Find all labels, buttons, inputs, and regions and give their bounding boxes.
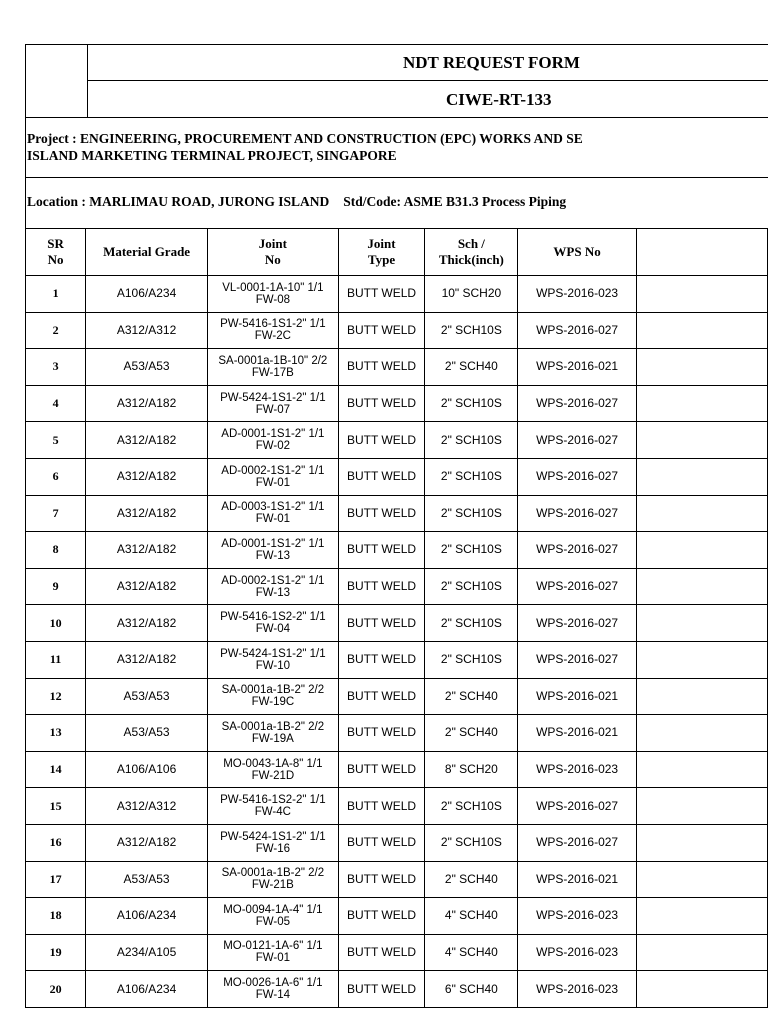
cell-wps-no: WPS-2016-023 — [518, 751, 636, 788]
header-divider-line — [87, 80, 768, 81]
cell-joint-no — [208, 568, 339, 605]
cell-joint-type: BUTT WELD — [338, 385, 425, 422]
joint-no-line-2: FW-13 — [255, 586, 291, 599]
frame-left-line — [25, 44, 26, 229]
table-row — [26, 824, 768, 861]
cell-material-grade: A53/A53 — [86, 678, 208, 715]
table-header-row — [26, 229, 768, 276]
cell-sr-no: 12 — [26, 678, 86, 715]
cell-wps-no: WPS-2016-027 — [518, 532, 636, 569]
cell-material-grade: A312/A312 — [86, 788, 208, 825]
table-row — [26, 641, 768, 678]
table-row — [26, 458, 768, 495]
cell-wps-no: WPS-2016-027 — [518, 568, 636, 605]
joint-no-line-1: PW-5416-1S2-2" 1/1 — [220, 611, 326, 624]
table-row — [26, 532, 768, 569]
cell-joint-no — [208, 824, 339, 861]
location-line — [27, 194, 566, 210]
joint-no-line-2: FW-19A — [251, 732, 294, 745]
cell-joint-type: BUTT WELD — [338, 605, 425, 642]
cell-joint-no — [208, 458, 339, 495]
cell-sr-no: 2 — [26, 312, 86, 349]
cell-overflow-column — [636, 349, 767, 386]
form-title: NDT REQUEST FORM — [403, 53, 580, 72]
joint-no-line-2: FW-17B — [251, 366, 294, 379]
cell-sch-thick: 2" SCH10S — [425, 312, 518, 349]
cell-sr-no: 14 — [26, 751, 86, 788]
cell-overflow-column — [636, 458, 767, 495]
table-row — [26, 276, 768, 313]
cell-sch-thick: 2" SCH10S — [425, 788, 518, 825]
cell-overflow-column — [636, 898, 767, 935]
header-overflow-column — [636, 229, 767, 276]
header-bottom-line — [25, 117, 768, 118]
table-row — [26, 934, 768, 971]
cell-sch-thick: 2" SCH10S — [425, 532, 518, 569]
cell-wps-no: WPS-2016-027 — [518, 824, 636, 861]
cell-sch-thick: 4" SCH40 — [425, 934, 518, 971]
table-row — [26, 788, 768, 825]
cell-overflow-column — [636, 385, 767, 422]
header-joint-no: Joint No — [208, 229, 339, 276]
joint-no-line-2: FW-13 — [255, 549, 291, 562]
cell-sr-no: 18 — [26, 898, 86, 935]
project-description — [27, 130, 583, 164]
cell-sch-thick: 2" SCH10S — [425, 422, 518, 459]
table-row — [26, 422, 768, 459]
joint-no-line-2: FW-21D — [251, 769, 295, 782]
cell-material-grade: A312/A182 — [86, 824, 208, 861]
joint-no-line-1: MO-0026-1A-6" 1/1 — [223, 977, 323, 990]
cell-sch-thick: 2" SCH10S — [425, 824, 518, 861]
joint-no-line-2: FW-08 — [255, 293, 291, 306]
joint-no-line-1: MO-0121-1A-6" 1/1 — [223, 940, 323, 953]
joint-no-line-2: FW-07 — [255, 403, 291, 416]
cell-wps-no: WPS-2016-027 — [518, 788, 636, 825]
cell-joint-no — [208, 751, 339, 788]
cell-joint-type: BUTT WELD — [338, 678, 425, 715]
cell-material-grade: A53/A53 — [86, 349, 208, 386]
cell-wps-no: WPS-2016-027 — [518, 422, 636, 459]
cell-sch-thick: 2" SCH40 — [425, 861, 518, 898]
cell-overflow-column — [636, 861, 767, 898]
location-text: Location : MARLIMAU ROAD, JURONG ISLAND — [27, 194, 330, 209]
joint-no-line-1: PW-5424-1S1-2" 1/1 — [220, 391, 326, 404]
header-joint-type: Joint Type — [338, 229, 425, 276]
cell-wps-no: WPS-2016-023 — [518, 971, 636, 1008]
cell-overflow-column — [636, 715, 767, 752]
cell-joint-no — [208, 276, 339, 313]
cell-sch-thick: 2" SCH10S — [425, 641, 518, 678]
joint-no-line-1: AD-0001-1S1-2" 1/1 — [221, 537, 325, 550]
cell-joint-type: BUTT WELD — [338, 861, 425, 898]
cell-joint-no — [208, 422, 339, 459]
cell-sch-thick: 2" SCH10S — [425, 495, 518, 532]
cell-wps-no: WPS-2016-021 — [518, 678, 636, 715]
cell-sr-no: 20 — [26, 971, 86, 1008]
cell-material-grade: A53/A53 — [86, 861, 208, 898]
cell-overflow-column — [636, 678, 767, 715]
cell-material-grade: A106/A234 — [86, 971, 208, 1008]
cell-joint-no — [208, 495, 339, 532]
cell-wps-no: WPS-2016-021 — [518, 861, 636, 898]
cell-sr-no: 1 — [26, 276, 86, 313]
cell-joint-type: BUTT WELD — [338, 788, 425, 825]
joint-no-line-1: AD-0001-1S1-2" 1/1 — [221, 428, 325, 441]
cell-joint-no — [208, 971, 339, 1008]
cell-overflow-column — [636, 605, 767, 642]
std-code: Std/Code: ASME B31.3 Process Piping — [343, 194, 567, 209]
form-sheet-inner — [25, 44, 768, 1020]
cell-sr-no: 15 — [26, 788, 86, 825]
cell-sr-no: 17 — [26, 861, 86, 898]
cell-wps-no: WPS-2016-027 — [518, 458, 636, 495]
logo-box-right-line — [87, 44, 88, 118]
cell-joint-type: BUTT WELD — [338, 458, 425, 495]
joint-no-line-2: FW-16 — [255, 842, 291, 855]
joint-no-line-1: MO-0094-1A-4" 1/1 — [223, 903, 323, 916]
cell-material-grade: A312/A182 — [86, 495, 208, 532]
joint-no-line-2: FW-4C — [254, 806, 291, 819]
cell-joint-type: BUTT WELD — [338, 898, 425, 935]
cell-wps-no: WPS-2016-023 — [518, 898, 636, 935]
cell-joint-no — [208, 678, 339, 715]
cell-wps-no: WPS-2016-021 — [518, 349, 636, 386]
cell-material-grade: A106/A234 — [86, 898, 208, 935]
project-bottom-line — [25, 177, 768, 178]
cell-joint-no — [208, 641, 339, 678]
joint-no-line-1: PW-5424-1S1-2" 1/1 — [220, 830, 326, 843]
cell-material-grade: A312/A182 — [86, 568, 208, 605]
joint-no-line-1: PW-5424-1S1-2" 1/1 — [220, 647, 326, 660]
cell-joint-type: BUTT WELD — [338, 715, 425, 752]
table-row — [26, 971, 768, 1008]
cell-sr-no: 5 — [26, 422, 86, 459]
cell-joint-type: BUTT WELD — [338, 422, 425, 459]
cell-sch-thick: 8" SCH20 — [425, 751, 518, 788]
cell-sch-thick: 2" SCH10S — [425, 568, 518, 605]
joint-no-line-2: FW-2C — [254, 330, 291, 343]
cell-joint-no — [208, 788, 339, 825]
cell-material-grade: A106/A234 — [86, 276, 208, 313]
table-row — [26, 678, 768, 715]
cell-joint-no — [208, 349, 339, 386]
joint-no-line-1: PW-5416-1S2-2" 1/1 — [220, 794, 326, 807]
cell-sch-thick: 2" SCH40 — [425, 349, 518, 386]
cell-joint-no — [208, 898, 339, 935]
cell-sch-thick: 2" SCH10S — [425, 605, 518, 642]
joint-no-line-1: AD-0003-1S1-2" 1/1 — [221, 501, 325, 514]
cell-sr-no: 10 — [26, 605, 86, 642]
cell-joint-type: BUTT WELD — [338, 568, 425, 605]
cell-joint-no — [208, 605, 339, 642]
header-sch-thick: Sch / Thick(inch) — [425, 229, 518, 276]
form-code: CIWE-RT-133 — [446, 90, 552, 109]
cell-joint-type: BUTT WELD — [338, 312, 425, 349]
joint-no-line-2: FW-01 — [255, 513, 291, 526]
cell-sr-no: 3 — [26, 349, 86, 386]
joint-no-line-2: FW-02 — [255, 440, 291, 453]
cell-material-grade: A312/A182 — [86, 385, 208, 422]
cell-joint-type: BUTT WELD — [338, 495, 425, 532]
cell-sch-thick: 2" SCH10S — [425, 385, 518, 422]
cell-wps-no: WPS-2016-021 — [518, 715, 636, 752]
cell-sr-no: 6 — [26, 458, 86, 495]
table-row — [26, 385, 768, 422]
joint-no-line-1: SA-0001a-1B-2" 2/2 — [221, 684, 325, 697]
table-row — [26, 605, 768, 642]
ndt-joint-table — [25, 228, 768, 1008]
cell-sch-thick: 2" SCH10S — [425, 458, 518, 495]
joint-no-line-1: PW-5416-1S1-2" 1/1 — [220, 318, 326, 331]
cell-sr-no: 7 — [26, 495, 86, 532]
cell-material-grade: A312/A182 — [86, 422, 208, 459]
cell-sr-no: 8 — [26, 532, 86, 569]
cell-joint-type: BUTT WELD — [338, 824, 425, 861]
cell-wps-no: WPS-2016-023 — [518, 934, 636, 971]
cell-sch-thick: 6" SCH40 — [425, 971, 518, 1008]
cell-joint-no — [208, 532, 339, 569]
joint-no-line-1: SA-0001a-1B-10" 2/2 — [218, 354, 328, 367]
cell-wps-no: WPS-2016-027 — [518, 385, 636, 422]
cell-joint-no — [208, 715, 339, 752]
cell-material-grade: A312/A182 — [86, 458, 208, 495]
cell-wps-no: WPS-2016-027 — [518, 312, 636, 349]
cell-sr-no: 11 — [26, 641, 86, 678]
cell-sr-no: 4 — [26, 385, 86, 422]
cell-joint-type: BUTT WELD — [338, 641, 425, 678]
table-row — [26, 495, 768, 532]
cell-overflow-column — [636, 971, 767, 1008]
cell-sr-no: 13 — [26, 715, 86, 752]
project-line-2: ISLAND MARKETING TERMINAL PROJECT, SINGAPORE — [27, 148, 397, 163]
form-sheet — [25, 44, 768, 1020]
cell-sr-no: 9 — [26, 568, 86, 605]
cell-overflow-column — [636, 824, 767, 861]
table-row — [26, 715, 768, 752]
cell-sr-no: 16 — [26, 824, 86, 861]
joint-no-line-2: FW-21B — [251, 879, 294, 892]
cell-sch-thick: 10" SCH20 — [425, 276, 518, 313]
cell-overflow-column — [636, 532, 767, 569]
cell-overflow-column — [636, 751, 767, 788]
cell-material-grade: A106/A106 — [86, 751, 208, 788]
cell-wps-no: WPS-2016-027 — [518, 641, 636, 678]
joint-no-line-2: FW-14 — [255, 989, 291, 1002]
cell-joint-type: BUTT WELD — [338, 276, 425, 313]
joint-no-line-1: MO-0043-1A-8" 1/1 — [223, 757, 323, 770]
table-row — [26, 568, 768, 605]
joint-no-line-2: FW-01 — [255, 476, 291, 489]
header-material-grade: Material Grade — [86, 229, 208, 276]
joint-no-line-2: FW-19C — [251, 696, 295, 709]
cell-wps-no: WPS-2016-027 — [518, 605, 636, 642]
cell-joint-type: BUTT WELD — [338, 751, 425, 788]
cell-joint-no — [208, 312, 339, 349]
cell-wps-no: WPS-2016-027 — [518, 495, 636, 532]
cell-material-grade: A312/A182 — [86, 605, 208, 642]
joint-no-line-1: SA-0001a-1B-2" 2/2 — [221, 867, 325, 880]
project-line-1: Project : ENGINEERING, PROCUREMENT AND CONSTRUCTION (EPC) WORKS AND SE — [27, 131, 583, 146]
frame-top-line — [25, 44, 768, 45]
joint-no-line-2: FW-04 — [255, 623, 291, 636]
cell-sr-no: 19 — [26, 934, 86, 971]
table-row — [26, 898, 768, 935]
joint-no-line-1: VL-0001-1A-10" 1/1 — [222, 281, 324, 294]
table-row — [26, 751, 768, 788]
table-row — [26, 861, 768, 898]
cell-material-grade: A312/A312 — [86, 312, 208, 349]
table-row — [26, 312, 768, 349]
cell-wps-no: WPS-2016-023 — [518, 276, 636, 313]
cell-material-grade: A53/A53 — [86, 715, 208, 752]
joint-no-line-1: AD-0002-1S1-2" 1/1 — [221, 464, 325, 477]
joint-no-line-1: SA-0001a-1B-2" 2/2 — [221, 720, 325, 733]
cell-overflow-column — [636, 641, 767, 678]
cell-material-grade: A312/A182 — [86, 532, 208, 569]
table-row — [26, 349, 768, 386]
cell-joint-type: BUTT WELD — [338, 934, 425, 971]
cell-overflow-column — [636, 788, 767, 825]
cell-sch-thick: 2" SCH40 — [425, 678, 518, 715]
cell-overflow-column — [636, 276, 767, 313]
joint-no-line-1: AD-0002-1S1-2" 1/1 — [221, 574, 325, 587]
cell-material-grade: A234/A105 — [86, 934, 208, 971]
cell-joint-type: BUTT WELD — [338, 971, 425, 1008]
cell-joint-no — [208, 385, 339, 422]
cell-joint-type: BUTT WELD — [338, 349, 425, 386]
cell-sch-thick: 2" SCH40 — [425, 715, 518, 752]
cell-material-grade: A312/A182 — [86, 641, 208, 678]
cell-joint-no — [208, 861, 339, 898]
cell-overflow-column — [636, 568, 767, 605]
cell-joint-type: BUTT WELD — [338, 532, 425, 569]
header-wps-no: WPS No — [518, 229, 636, 276]
cell-sch-thick: 4" SCH40 — [425, 898, 518, 935]
cell-overflow-column — [636, 422, 767, 459]
header-sr-no: SR No — [26, 229, 86, 276]
joint-no-line-2: FW-01 — [255, 952, 291, 965]
cell-overflow-column — [636, 495, 767, 532]
cell-overflow-column — [636, 934, 767, 971]
cell-overflow-column — [636, 312, 767, 349]
joint-no-line-2: FW-05 — [255, 915, 291, 928]
joint-no-line-2: FW-10 — [255, 659, 291, 672]
cell-joint-no — [208, 934, 339, 971]
